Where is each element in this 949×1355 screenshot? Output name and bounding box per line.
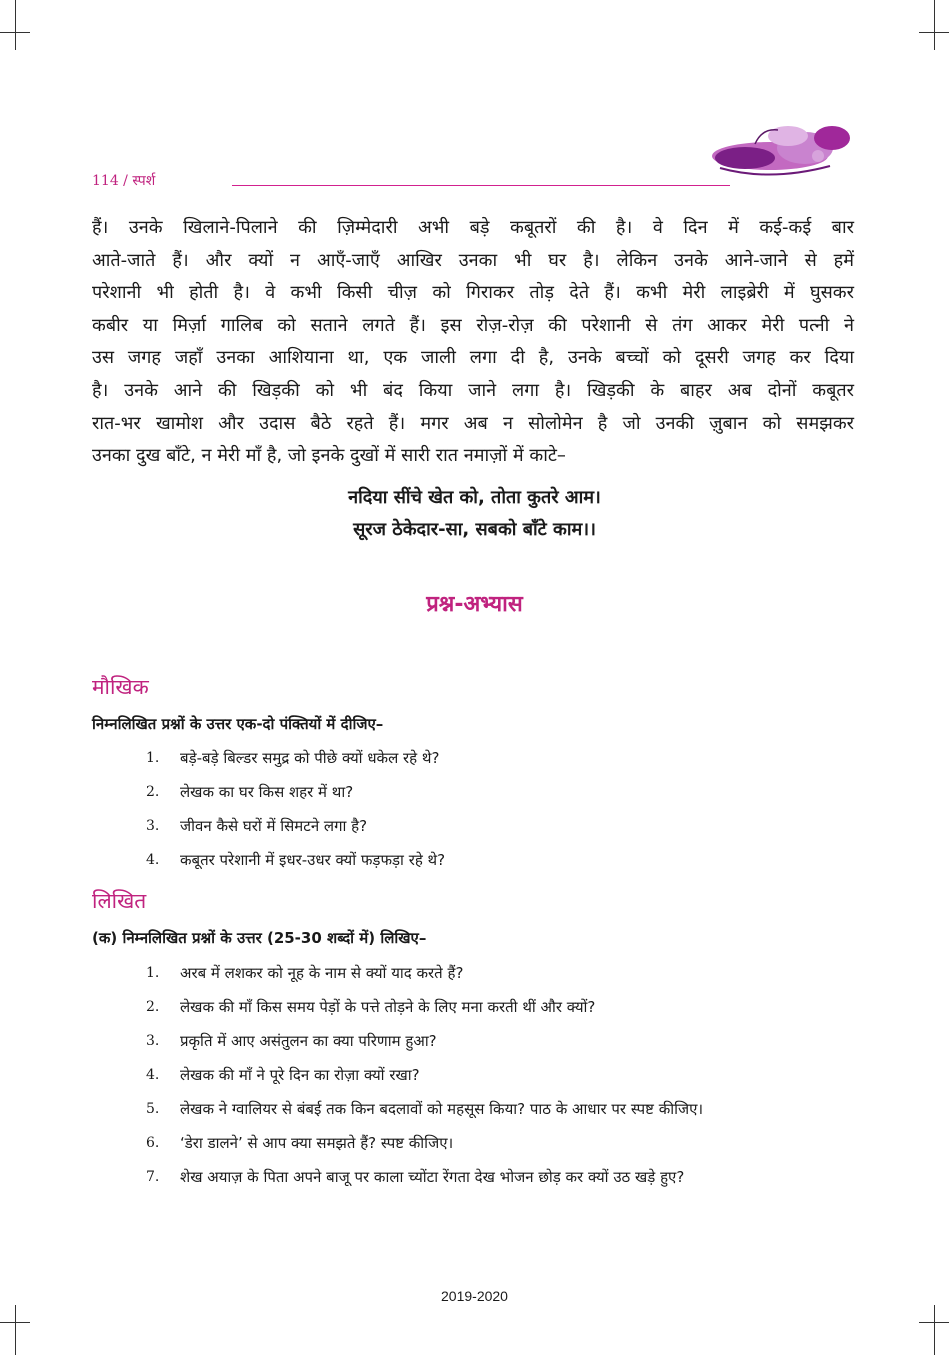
question-text: अरब में लशकर को नूह के नाम से क्यों याद करते हैं? (180, 964, 464, 982)
question-text: कबूतर परेशानी में इधर-उधर क्यों फड़फड़ा रहे थे? (180, 851, 446, 869)
couplet (0, 482, 949, 546)
body-paragraph (92, 212, 854, 473)
paragraph-line: आते-जाते हैं। और क्यों न आएँ-जाएँ आखिर उनका भी घर है। लेकिन उनके आने-जाने से हमें (92, 249, 854, 271)
question-number: 6. (146, 1135, 160, 1151)
question-text: जीवन कैसे घरों में सिमटने लगा है? (180, 817, 368, 835)
question-text: लेखक की माँ किस समय पेड़ों के पत्ते तोड़ने के लिए मना करती थीं और क्यों? (180, 998, 596, 1016)
paragraph-line: हैं। उनके खिलाने-पिलाने की ज़िम्मेदारी अभी बड़े कबूतरों की है। वे दिन में कई-कई बार (92, 217, 854, 238)
crop-mark (934, 0, 935, 50)
written-instruction: (क) निम्नलिखित प्रश्नों के उत्तर (25-30 शब्दों में) लिखिए– (92, 929, 427, 947)
oral-heading: मौखिक (92, 675, 149, 699)
question-number: 3. (146, 818, 160, 834)
question-number: 4. (146, 1067, 160, 1083)
couplet-line: सूरज ठेकेदार-सा, सबको बाँटे काम।। (353, 519, 596, 540)
question-text: ‘डेरा डालने’ से आप क्या समझते हैं? स्पष्ट कीजिए। (180, 1134, 454, 1152)
question-text: लेखक की माँ ने पूरे दिन का रोज़ा क्यों रखा? (180, 1066, 420, 1084)
crop-mark (15, 0, 16, 50)
question-number: 2. (146, 784, 160, 800)
header-rule (232, 185, 730, 186)
question-text: शेख अयाज़ के पिता अपने बाजू पर काला च्योंटा रेंगता देख भोजन छोड़ कर क्यों उठ खड़े हुए? (180, 1168, 685, 1186)
paragraph-line: कबीर या मिर्ज़ा गालिब को सताने लगते हैं। इस रोज़-रोज़ की परेशानी से तंग आकर मेरी पत्नी ने (92, 314, 854, 336)
paragraph-line: उस जगह जहाँ उनका आशियाना था, एक जाली लगा दी है, उनके बच्चों को दूसरी जगह कर दिया (92, 347, 854, 369)
paragraph-line: परेशानी भी होती है। वे कभी किसी चीज़ को गिराकर तोड़ देते हैं। कभी मेरी लाइब्रेरी में घुसकर (92, 282, 854, 304)
crop-mark (15, 1305, 16, 1355)
question-number: 7. (146, 1169, 160, 1185)
question-text: लेखक का घर किस शहर में था? (180, 783, 354, 801)
page-header-label: 114 / स्पर्श (92, 173, 156, 189)
paragraph-line: उनका दुख बाँटे, न मेरी माँ है, जो इनके दुखों में सारी रात नमाज़ों में काटे– (92, 445, 566, 467)
question-text: बड़े-बड़े बिल्डर समुद्र को पीछे क्यों धकेल रहे थे? (180, 749, 440, 767)
question-number: 2. (146, 999, 160, 1015)
question-text: लेखक ने ग्वालियर से बंबई तक किन बदलावों को महसूस किया? पाठ के आधार पर स्पष्ट कीजिए। (180, 1100, 704, 1118)
question-number: 1. (146, 750, 160, 766)
written-heading: लिखित (92, 889, 147, 913)
question-number: 3. (146, 1033, 160, 1049)
footer-year: 2019-2020 (441, 1288, 508, 1304)
question-number: 4. (146, 852, 160, 868)
couplet-line: नदिया सींचे खेत को, तोता कुतरे आम। (348, 487, 601, 508)
vegetable-basket-icon (700, 108, 860, 188)
paragraph-line: रात-भर खामोश और उदास बैठे रहते हैं। मगर अब न सोलोमेन है जो उनकी ज़ुबान को समझकर (92, 412, 854, 434)
oral-instruction: निम्नलिखित प्रश्नों के उत्तर एक-दो पंक्तियों में दीजिए– (92, 715, 384, 733)
question-text: प्रकृति में आए असंतुलन का क्या परिणाम हुआ? (180, 1032, 437, 1050)
exercise-title: प्रश्न-अभ्यास (426, 592, 523, 617)
crop-mark (934, 1305, 935, 1355)
question-number: 1. (146, 965, 160, 981)
question-number: 5. (146, 1101, 160, 1117)
paragraph-line: है। उनके आने की खिड़की को भी बंद किया जाने लगा है। खिड़की के बाहर अब दोनों कबूतर (92, 379, 854, 401)
